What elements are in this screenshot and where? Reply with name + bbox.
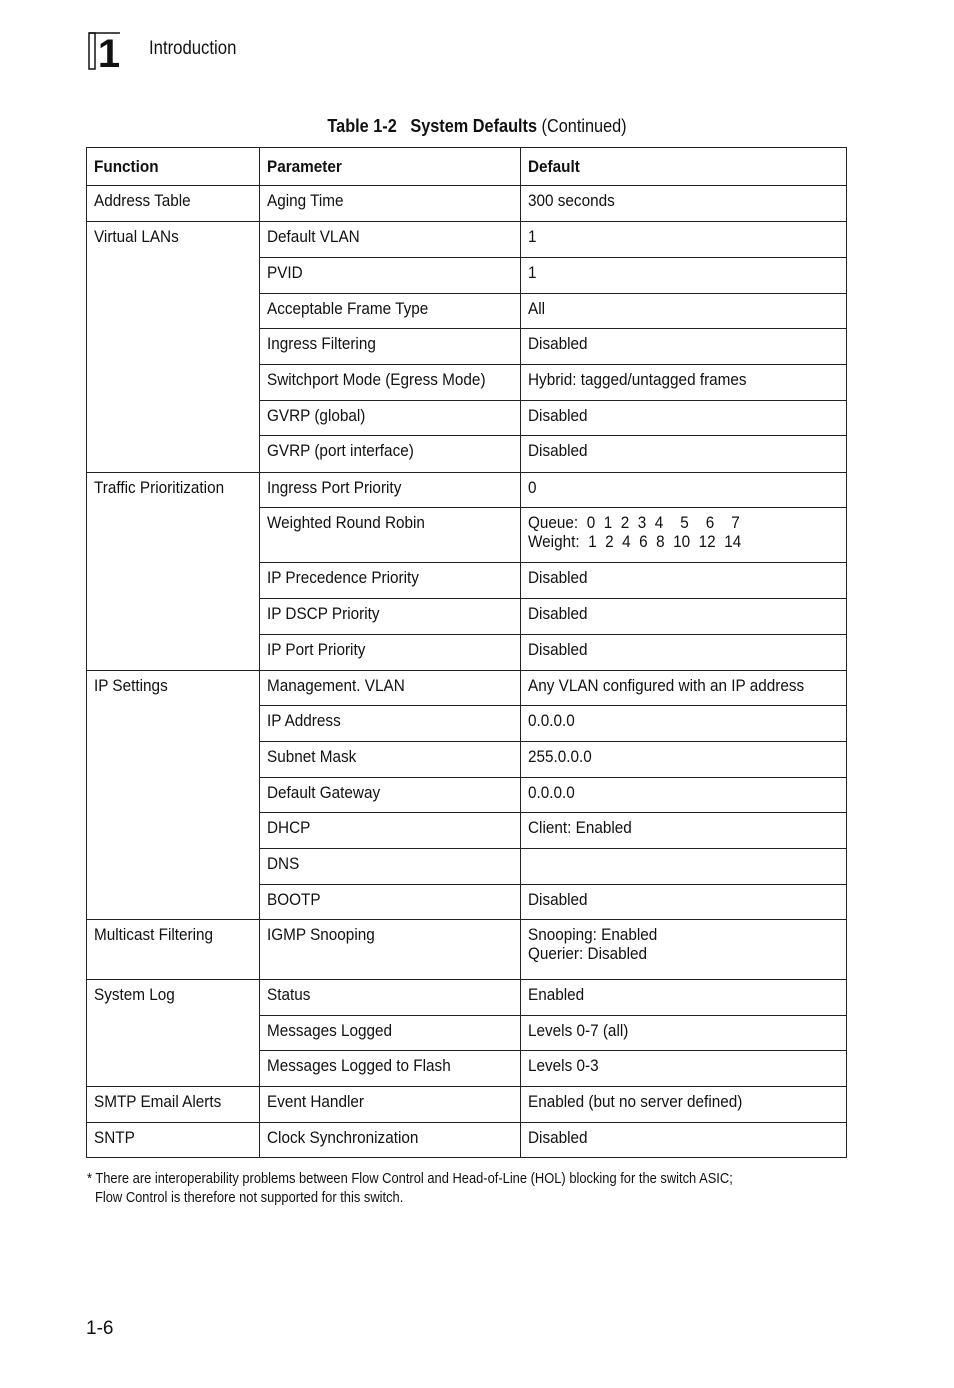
default-cell bbox=[521, 849, 847, 885]
parameter-cell: Aging Time bbox=[260, 186, 521, 222]
parameter-cell: IP Port Priority bbox=[260, 635, 521, 671]
table-row bbox=[87, 980, 847, 1016]
parameter-cell: BOOTP bbox=[260, 885, 521, 920]
parameter-cell: IP Precedence Priority bbox=[260, 563, 521, 599]
parameter-cell: Event Handler bbox=[260, 1087, 521, 1123]
parameter-cell: Subnet Mask bbox=[260, 742, 521, 778]
table-row bbox=[87, 671, 847, 706]
table-header-row bbox=[87, 148, 847, 186]
table-label: Table 1-2 bbox=[327, 115, 397, 136]
default-cell: Levels 0-7 (all) bbox=[521, 1016, 847, 1051]
default-cell: Disabled bbox=[521, 635, 847, 671]
default-cell: 0.0.0.0 bbox=[521, 778, 847, 813]
function-cell: Address Table bbox=[87, 186, 260, 222]
chapter-title: Introduction bbox=[149, 38, 237, 59]
column-header: Function bbox=[87, 148, 260, 186]
table-body bbox=[87, 186, 847, 1158]
parameter-cell: IP DSCP Priority bbox=[260, 599, 521, 635]
default-cell: Hybrid: tagged/untagged frames bbox=[521, 365, 847, 401]
default-cell: Levels 0-3 bbox=[521, 1051, 847, 1087]
column-header: Parameter bbox=[260, 148, 521, 186]
function-cell: Virtual LANs bbox=[87, 222, 260, 473]
default-cell: Disabled bbox=[521, 401, 847, 436]
function-cell: Multicast Filtering bbox=[87, 920, 260, 980]
parameter-cell: Switchport Mode (Egress Mode) bbox=[260, 365, 521, 401]
table-row bbox=[87, 920, 847, 980]
table-title: System Defaults bbox=[410, 115, 538, 136]
chapter-number-icon bbox=[88, 32, 124, 70]
default-cell: Enabled (but no server defined) bbox=[521, 1087, 847, 1123]
table-row bbox=[87, 186, 847, 222]
function-cell: IP Settings bbox=[87, 671, 260, 920]
table-row bbox=[87, 1123, 847, 1158]
default-cell: Disabled bbox=[521, 885, 847, 920]
default-cell: Disabled bbox=[521, 563, 847, 599]
parameter-cell: Default VLAN bbox=[260, 222, 521, 258]
default-cell: Disabled bbox=[521, 599, 847, 635]
parameter-cell: IGMP Snooping bbox=[260, 920, 521, 980]
parameter-cell: Weighted Round Robin bbox=[260, 508, 521, 563]
table-caption-suffix: (Continued) bbox=[541, 115, 627, 136]
default-cell: Enabled bbox=[521, 980, 847, 1016]
parameter-cell: Messages Logged bbox=[260, 1016, 521, 1051]
default-cell: 1 bbox=[521, 258, 847, 294]
chapter-number: 1 bbox=[97, 32, 121, 70]
parameter-cell: Messages Logged to Flash bbox=[260, 1051, 521, 1087]
parameter-cell: GVRP (port interface) bbox=[260, 436, 521, 473]
parameter-cell: GVRP (global) bbox=[260, 401, 521, 436]
parameter-cell: DNS bbox=[260, 849, 521, 885]
default-cell: Any VLAN configured with an IP address bbox=[521, 671, 847, 706]
parameter-cell: Management. VLAN bbox=[260, 671, 521, 706]
default-cell: Snooping: Enabled Querier: Disabled bbox=[521, 920, 847, 980]
table-caption bbox=[0, 115, 954, 137]
default-cell: Disabled bbox=[521, 329, 847, 365]
default-cell: 0.0.0.0 bbox=[521, 706, 847, 742]
parameter-cell: Status bbox=[260, 980, 521, 1016]
default-cell: Queue: 0 1 2 3 4 5 6 7 Weight: 1 2 4 6 8 10 12 14 bbox=[521, 508, 847, 563]
table-row bbox=[87, 473, 847, 508]
default-cell: 1 bbox=[521, 222, 847, 258]
system-defaults-table bbox=[86, 147, 847, 1158]
function-cell: System Log bbox=[87, 980, 260, 1087]
default-cell: All bbox=[521, 294, 847, 329]
default-cell: Disabled bbox=[521, 436, 847, 473]
parameter-cell: DHCP bbox=[260, 813, 521, 849]
footnote-line: * There are interoperability problems between Flow Control and Head-of-Line (HOL) blocking for the switch ASIC; bbox=[87, 1170, 733, 1187]
function-cell: Traffic Prioritization bbox=[87, 473, 260, 671]
parameter-cell: Default Gateway bbox=[260, 778, 521, 813]
parameter-cell: Clock Synchronization bbox=[260, 1123, 521, 1158]
table-row bbox=[87, 222, 847, 258]
default-cell: 0 bbox=[521, 473, 847, 508]
parameter-cell: PVID bbox=[260, 258, 521, 294]
parameter-cell: IP Address bbox=[260, 706, 521, 742]
default-cell: Disabled bbox=[521, 1123, 847, 1158]
table-row bbox=[87, 1087, 847, 1123]
parameter-cell: Acceptable Frame Type bbox=[260, 294, 521, 329]
page-number: 1-6 bbox=[86, 1318, 114, 1339]
parameter-cell: Ingress Port Priority bbox=[260, 473, 521, 508]
function-cell: SMTP Email Alerts bbox=[87, 1087, 260, 1123]
column-header: Default bbox=[521, 148, 847, 186]
default-cell: Client: Enabled bbox=[521, 813, 847, 849]
default-cell: 300 seconds bbox=[521, 186, 847, 222]
default-cell: 255.0.0.0 bbox=[521, 742, 847, 778]
footnote bbox=[87, 1169, 838, 1207]
function-cell: SNTP bbox=[87, 1123, 260, 1158]
footnote-line: Flow Control is therefore not supported for this switch. bbox=[95, 1189, 404, 1206]
parameter-cell: Ingress Filtering bbox=[260, 329, 521, 365]
